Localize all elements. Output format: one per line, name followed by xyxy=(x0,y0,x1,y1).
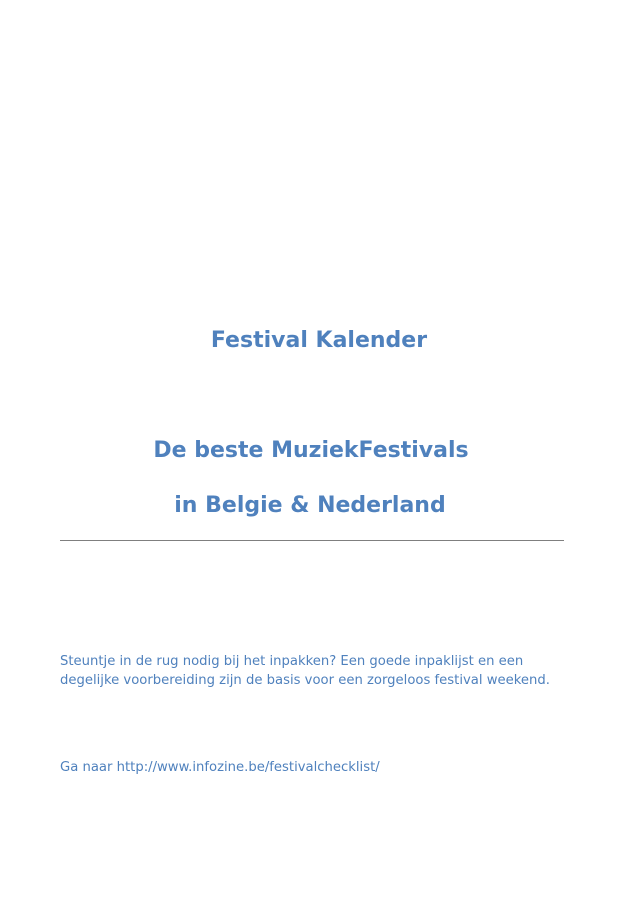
intro-paragraph: Steuntje in de rug nodig bij het inpakken? Een goede inpaklijst en een degelijke voorbereiding zijn de basis voor een zorgeloos festival weekend. xyxy=(60,654,550,688)
document-subtitle-line1: De beste MuziekFestivals xyxy=(153,438,469,463)
document-subtitle-line2: in Belgie & Nederland xyxy=(174,493,446,518)
horizontal-divider xyxy=(60,540,564,541)
link-paragraph: Ga naar http://www.infozine.be/festivalchecklist/ xyxy=(60,760,380,775)
document-title: Festival Kalender xyxy=(210,328,428,353)
